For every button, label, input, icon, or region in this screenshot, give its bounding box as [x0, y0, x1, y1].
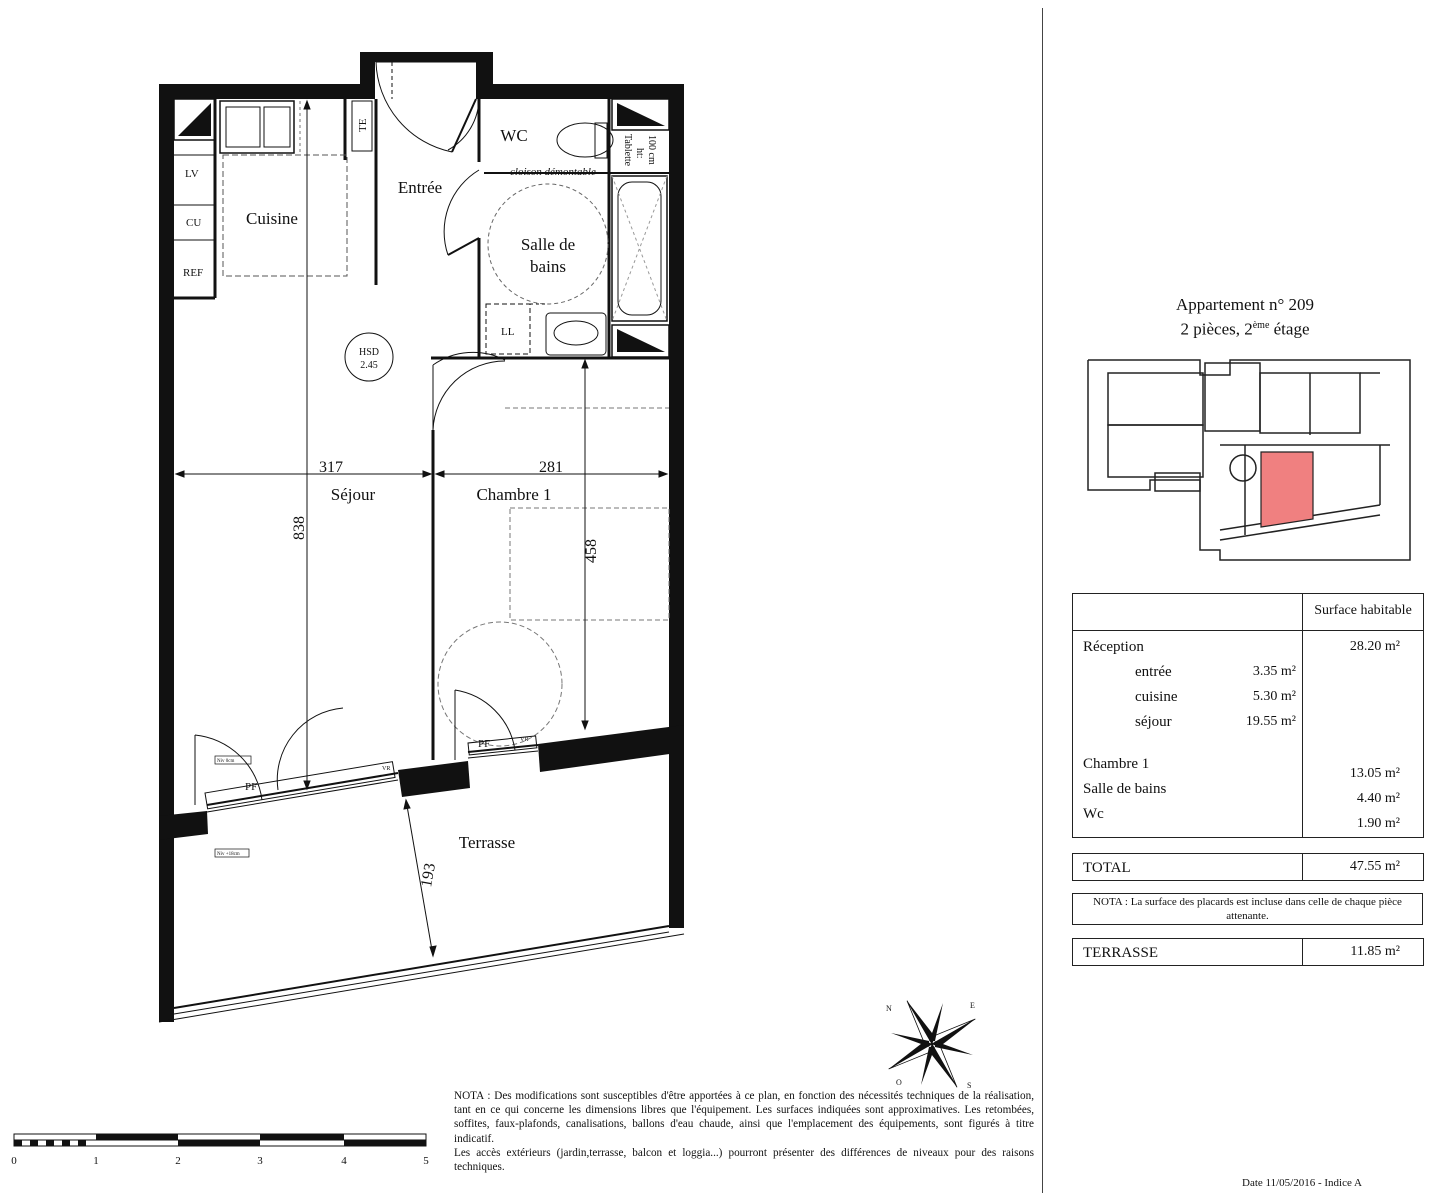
- entree-value: 3.35 m²: [1252, 664, 1296, 679]
- shaft-icon-top: [617, 103, 665, 126]
- scale-1: 1: [93, 1155, 99, 1167]
- chambre-label: Chambre 1: [1083, 756, 1150, 772]
- nota-main: NOTA : Des modifications sont susceptibles d'être apportées à ce plan, en fonction des nécessités techniques de la réalisation, tant en ce qui concerne les dimensions libres que l'équipement. Les surfaces indiquées sont approximatives. Les retombées, soffites, faux-plafonds, canalisations, ballons d'eau chaude, ainsi que l'emplacement des équipements, sont figurés à titre indicatif.: [454, 1090, 1034, 1145]
- te-label: TE: [357, 118, 369, 132]
- sdb-value: 4.40 m²: [1356, 791, 1400, 806]
- pf-left-label: PF: [245, 781, 258, 793]
- cuisine-label: cuisine: [1135, 689, 1178, 705]
- total-label: TOTAL: [1083, 860, 1131, 876]
- scale-4: 4: [341, 1155, 347, 1167]
- surface-nota: NOTA : La surface des placards est incluse dans celle de chaque pièce attenante.: [1072, 893, 1423, 925]
- apartment-subtitle: 2 pièces, 2ème étage: [1180, 319, 1310, 339]
- room-wc: WC: [500, 126, 528, 145]
- dim-chambre-depth: 458: [583, 539, 600, 563]
- right-wall: [669, 84, 684, 734]
- surface-header: Surface habitable: [1314, 603, 1412, 618]
- nota-access: Les accès extérieurs (jardin,terrasse, balcon et loggia...) pourront présenter des différences de niveaux pour des raisons techniques.: [454, 1146, 1034, 1174]
- terrasse-value: 11.85 m²: [1350, 944, 1400, 959]
- compass-n: N: [886, 1004, 892, 1013]
- scale-2: 2: [175, 1155, 181, 1167]
- room-cuisine: Cuisine: [246, 209, 298, 228]
- duct-icon: [178, 103, 211, 136]
- kitchen-units: [174, 99, 347, 276]
- terrasse-label: TERRASSE: [1083, 945, 1159, 961]
- cuisine-value: 5.30 m²: [1252, 689, 1296, 704]
- sejour-value: 19.55 m²: [1245, 714, 1296, 729]
- ll-label: LL: [501, 326, 515, 338]
- pf-right-label: PF: [478, 738, 491, 750]
- dim-depth: 838: [291, 516, 308, 540]
- dim-terrasse-depth: 193: [418, 861, 440, 889]
- facade-wall: [159, 725, 684, 840]
- apartment-highlight: [1261, 452, 1313, 527]
- wc-label: Wc: [1083, 806, 1104, 822]
- apartment-title: [1080, 294, 1410, 340]
- interior-walls: [174, 99, 669, 760]
- interior-doors: [433, 99, 505, 430]
- scale-bar: [14, 1134, 426, 1146]
- room-sdb-line2: bains: [530, 257, 566, 276]
- compass-s: S: [967, 1081, 972, 1090]
- room-entree: Entrée: [397, 178, 443, 197]
- tablette-label-2: ht:: [634, 148, 645, 159]
- room-chambre: Chambre 1: [476, 485, 552, 504]
- scale-0: 0: [11, 1155, 17, 1167]
- chambre-value: 13.05 m²: [1349, 766, 1400, 781]
- dim-sejour-width: 317: [319, 459, 343, 476]
- room-terrasse: Terrasse: [458, 833, 516, 852]
- dimension-lines: [176, 101, 667, 956]
- vr-left-label: VR: [382, 766, 391, 772]
- niv-left-label: Niv 0cm: [217, 759, 235, 764]
- reception-total: 28.20 m²: [1349, 639, 1400, 654]
- left-wall: [159, 84, 174, 1022]
- compass-o: O: [896, 1078, 902, 1087]
- hsd-value: 2.45: [360, 360, 378, 371]
- top-wall-right: [476, 84, 684, 99]
- sejour-label: séjour: [1135, 714, 1172, 730]
- terrasse-row: [1072, 938, 1424, 966]
- room-sdb-line1: Salle de: [520, 235, 576, 254]
- disclaimer-notes: [454, 1089, 1034, 1174]
- cloison-label: cloison démontable: [510, 166, 596, 178]
- shaft-icon-bottom: [617, 329, 665, 352]
- entrance-door: [376, 62, 476, 152]
- sdb-label: Salle de bains: [1083, 781, 1167, 797]
- ref-label: REF: [183, 267, 204, 279]
- compass-e: E: [970, 1001, 975, 1010]
- dim-chambre-width: 281: [539, 459, 563, 476]
- niv-terrasse-label: Niv +18cm: [217, 852, 240, 857]
- entry-wall-top: [360, 52, 493, 62]
- vr-right-label: VR: [520, 737, 529, 743]
- french-windows: [195, 690, 537, 857]
- surface-table: [1072, 593, 1424, 838]
- page-divider: [1042, 8, 1043, 1193]
- total-row: [1072, 853, 1424, 881]
- scale-3: 3: [257, 1155, 263, 1167]
- wc-value: 1.90 m²: [1356, 816, 1400, 831]
- total-value: 47.55 m²: [1349, 859, 1400, 874]
- reception-label: Réception: [1083, 639, 1144, 655]
- hsd-label: HSD: [358, 347, 380, 358]
- brand-watermark: [1060, 60, 1430, 107]
- tablette-label-1: Tablette: [622, 134, 633, 167]
- shaft-icons: [612, 99, 669, 357]
- top-wall-left: [159, 84, 361, 99]
- wc-fixture: [557, 123, 613, 158]
- key-plan: [1080, 355, 1420, 565]
- apartment-number: Appartement n° 209: [1175, 295, 1315, 314]
- document-date: Date 11/05/2016 - Indice A: [1242, 1177, 1362, 1189]
- entree-label: entrée: [1135, 664, 1172, 680]
- room-sejour: Séjour: [330, 485, 376, 504]
- tablette-label-3: 100 cm: [646, 135, 657, 165]
- cu-label: CU: [186, 217, 202, 229]
- lv-label: LV: [185, 168, 199, 180]
- scale-5: 5: [423, 1155, 429, 1167]
